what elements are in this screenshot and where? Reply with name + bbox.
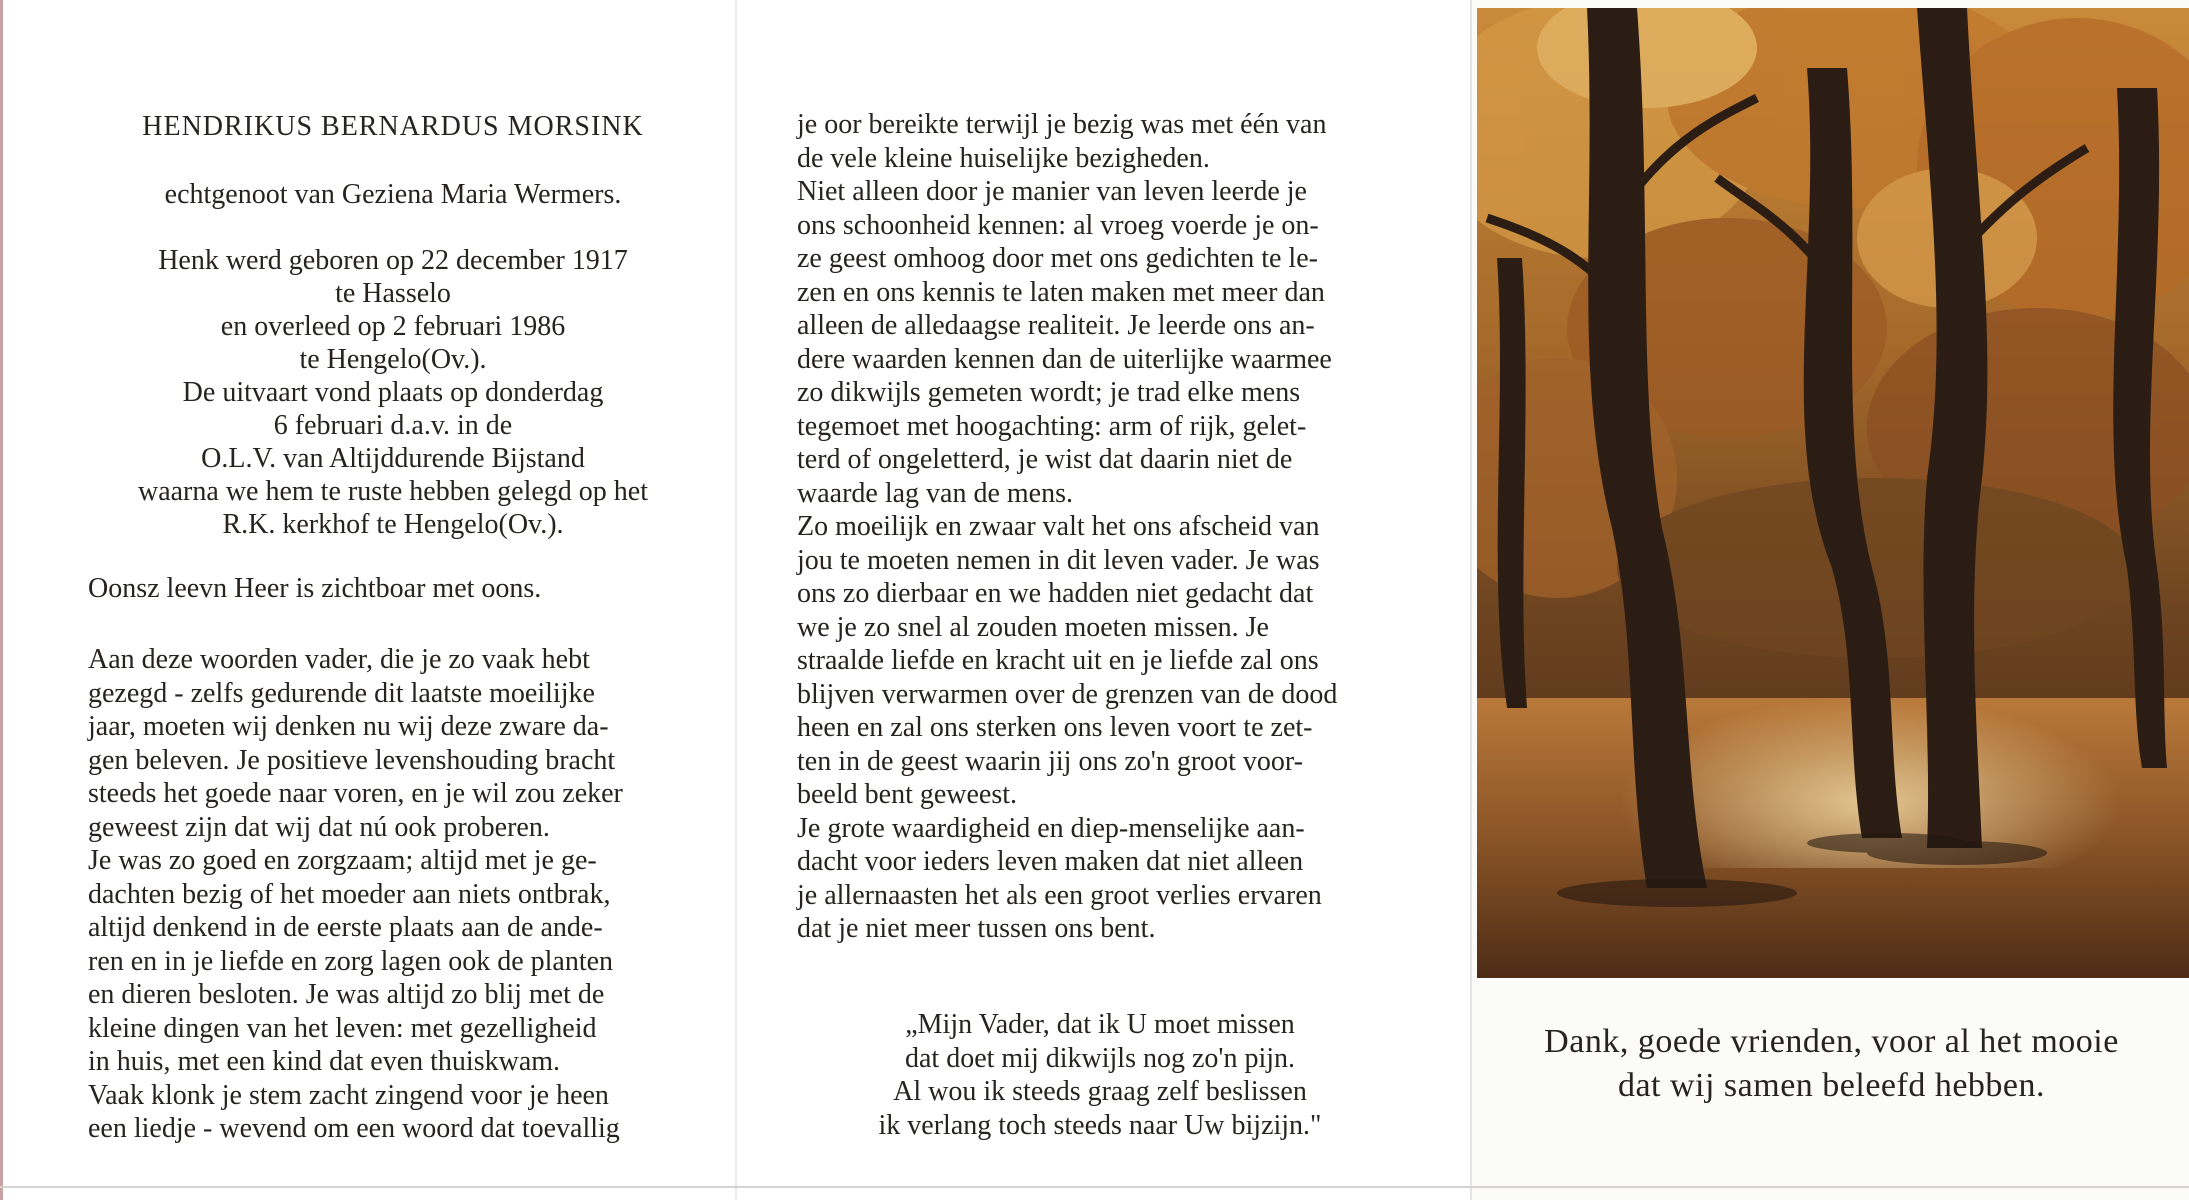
left-panel — [0, 0, 738, 1200]
detail-line: te Hasselo — [335, 278, 451, 309]
spouse-line: echtgenoot van Geziena Maria Wermers. — [164, 179, 622, 210]
detail-line: De uitvaart vond plaats op donderdag — [182, 377, 604, 408]
detail-line: te Hengelo(Ov.). — [299, 344, 487, 375]
middle-panel — [735, 0, 1470, 1200]
life-details — [88, 244, 698, 541]
detail-line: en overleed op 2 februari 1986 — [220, 311, 566, 342]
detail-line: Henk werd geboren op 22 december 1917 — [158, 245, 628, 276]
detail-line: O.L.V. van Altijddurende Bijstand — [201, 443, 585, 474]
eulogy-text-part-2: je oor bereikte terwijl je bezig was met één van de vele kleine huiselijke bezigheden. Niet alleen door je manier van leven leerde je ons schoonheid kennen: al vroeg voerde je on- ze geest omhoog door met ons gedichten te le- zen en ons kennis te laten maken met meer dan alleen de alledaagse realiteit. Je leerde ons an- dere waarden kennen dan de uiterlijke waarmee zo dikwijls gemeten wordt; je trad elke mens tegemoet met hoogachting: arm of rijk, gelet- terd of ongeletterd, je wist dat daarin niet de waarde lag van de mens. Zo moeilijk en zwaar valt het ons afscheid van jou te moeten nemen in dit leven vader. Je was ons zo dierbaar en we hadden niet gedacht dat we je zo snel al zouden moeten missen. Je straalde liefde en kracht uit en je liefde zal ons blijven verwarmen over de grenzen van de dood heen en zal ons sterken ons leven voort te zet- ten in de geest waarin jij ons zo'n groot voor- beeld bent geweest. Je grote waardigheid en diep-menselijke aan- dacht voor ieders leven maken dat niet alleen je allernaasten het als een groot verlies ervaren dat je niet meer tussen ons bent. — [797, 109, 1338, 944]
right-panel — [1470, 0, 2189, 1200]
deceased-name: HENDRIKUS BERNARDUS MORSINK — [142, 111, 644, 142]
autumn-forest-photo — [1477, 8, 2189, 978]
detail-line: 6 februari d.a.v. in de — [273, 410, 513, 441]
sunlit-clearing — [1477, 568, 2189, 868]
detail-line: waarna we hem te ruste hebben gelegd op het — [137, 476, 648, 507]
card-bottom-edge — [0, 1186, 2189, 1188]
closing-poem: „Mijn Vader, dat ik U moet missen dat doet mij dikwijls nog zo'n pijn. Al wou ik steeds graag zelf beslissen ik verlang toch steeds naar Uw bijzijn." — [878, 1009, 1322, 1141]
eulogy-text-part-1: Aan deze woorden vader, die je zo vaak hebt gezegd - zelfs gedurende dit laatste moeilijke jaar, moeten wij denken nu wij deze zware da- gen beleven. Je positieve levenshouding bracht steeds het goede naar voren, en je wil zou zeker geweest zijn dat wij dat nú ook proberen. Je was zo goed en zorgzaam; altijd met je ge- dachten bezig of het moeder aan niets ontbrak, altijd denkend in de eerste plaats aan de ande- ren en in je liefde en zorg lagen ook de planten en dieren besloten. Je was altijd zo blij met de kleine dingen van het leven: met gezelligheid in huis, met een kind dat even thuiskwam. Vaak klonk je stem zacht zingend voor je heen een liedje - wevend om een woord dat toevallig — [88, 644, 623, 1144]
detail-line: R.K. kerkhof te Hengelo(Ov.). — [222, 509, 564, 540]
dialect-quote: Oonsz leevn Heer is zichtboar met oons. — [88, 573, 542, 604]
thank-you-message: Dank, goede vrienden, voor al het mooie dat wij samen beleefd hebben. — [1544, 1023, 2119, 1104]
